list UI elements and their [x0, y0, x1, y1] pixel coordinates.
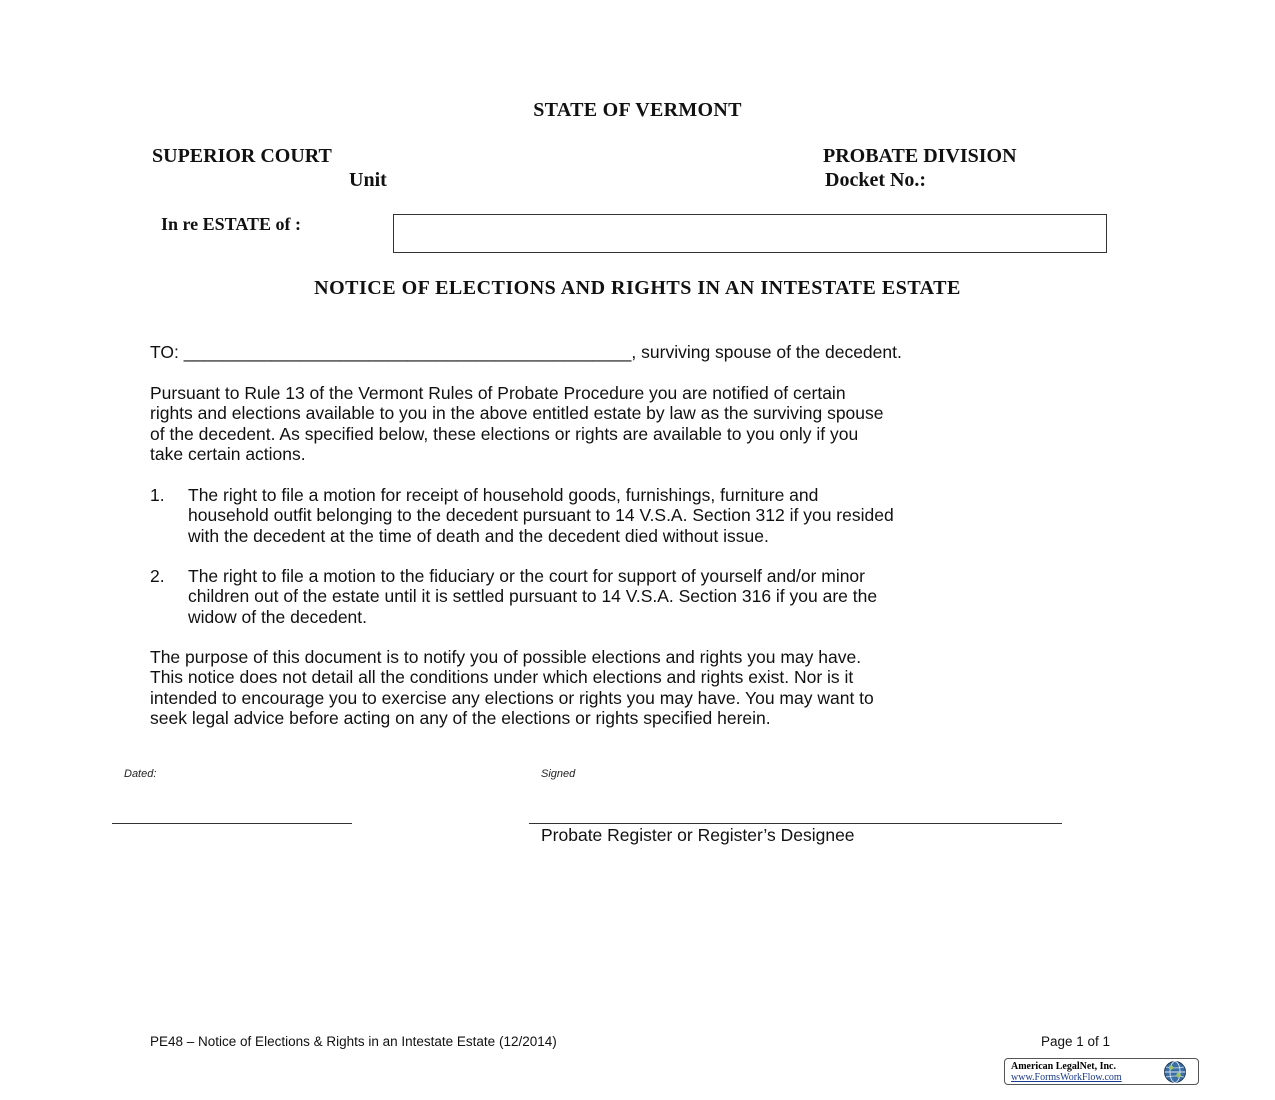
purpose-paragraph — [150, 647, 1130, 729]
paragraph-line: The purpose of this document is to notify you of possible elections and rights you may have. — [150, 647, 862, 667]
list-item-line: with the decedent at the time of death and the decedent died without issue. — [188, 525, 769, 546]
logo-url[interactable]: www.FormsWorkFlow.com — [1011, 1072, 1122, 1083]
publisher-logo[interactable] — [1004, 1058, 1199, 1085]
date-line[interactable] — [112, 823, 352, 824]
docket-label: Docket No.: — [825, 169, 927, 191]
paragraph-line: This notice does not detail all the conditions under which elections and rights exist. Nor is it — [150, 667, 854, 688]
signature-line[interactable] — [529, 823, 1062, 824]
in-re-estate-label: In re ESTATE of : — [161, 214, 302, 234]
paragraph-line: intended to encourage you to exercise any elections or rights you may have. You may want to — [150, 687, 874, 708]
list-item-number: 2. — [150, 566, 165, 586]
list-item-text — [188, 566, 877, 627]
paragraph-line: of the decedent. As specified below, these elections or rights are available to you only if you — [150, 423, 859, 444]
division-name: PROBATE DIVISION — [823, 145, 1017, 167]
list-item-text — [188, 485, 894, 546]
paragraph-line: Pursuant to Rule 13 of the Vermont Rules of Probate Procedure you are notified of certain — [150, 383, 846, 403]
state-title: STATE OF VERMONT — [533, 99, 742, 121]
paragraph-line: seek legal advice before acting on any of the elections or rights specified herein. — [150, 708, 771, 729]
list-item-line: The right to file a motion to the fiduciary or the court for support of yourself and/or minor — [188, 566, 865, 586]
page-number: Page 1 of 1 — [1041, 1034, 1111, 1049]
list-item-line: widow of the decedent. — [188, 606, 368, 627]
estate-name-field[interactable] — [393, 214, 1107, 253]
intro-paragraph — [150, 383, 1130, 465]
list-item-line: The right to file a motion for receipt of household goods, furnishings, furniture and — [188, 485, 819, 505]
notice-title: NOTICE OF ELECTIONS AND RIGHTS IN AN INTESTATE ESTATE — [314, 277, 961, 299]
logo-company: American LegalNet, Inc. — [1011, 1061, 1116, 1072]
to-line: TO: ______________________________________________, surviving spouse of the decedent. — [150, 342, 902, 362]
dated-label: Dated: — [124, 768, 157, 780]
paragraph-line: take certain actions. — [150, 444, 306, 465]
unit-label: Unit — [349, 169, 387, 191]
list-item-number: 1. — [150, 485, 165, 505]
paragraph-line: rights and elections available to you in the above entitled estate by law as the surviving spouse — [150, 403, 884, 424]
globe-icon — [1163, 1060, 1187, 1084]
list-item-line: children out of the estate until it is settled pursuant to 14 V.S.A. Section 316 if you are the — [188, 586, 878, 607]
signer-title: Probate Register or Register’s Designee — [541, 825, 855, 845]
list-item-line: household outfit belonging to the decedent pursuant to 14 V.S.A. Section 312 if you resided — [188, 505, 894, 526]
form-id: PE48 – Notice of Elections & Rights in an Intestate Estate (12/2014) — [150, 1034, 557, 1049]
signed-label: Signed — [541, 768, 576, 780]
court-name: SUPERIOR COURT — [152, 145, 332, 167]
